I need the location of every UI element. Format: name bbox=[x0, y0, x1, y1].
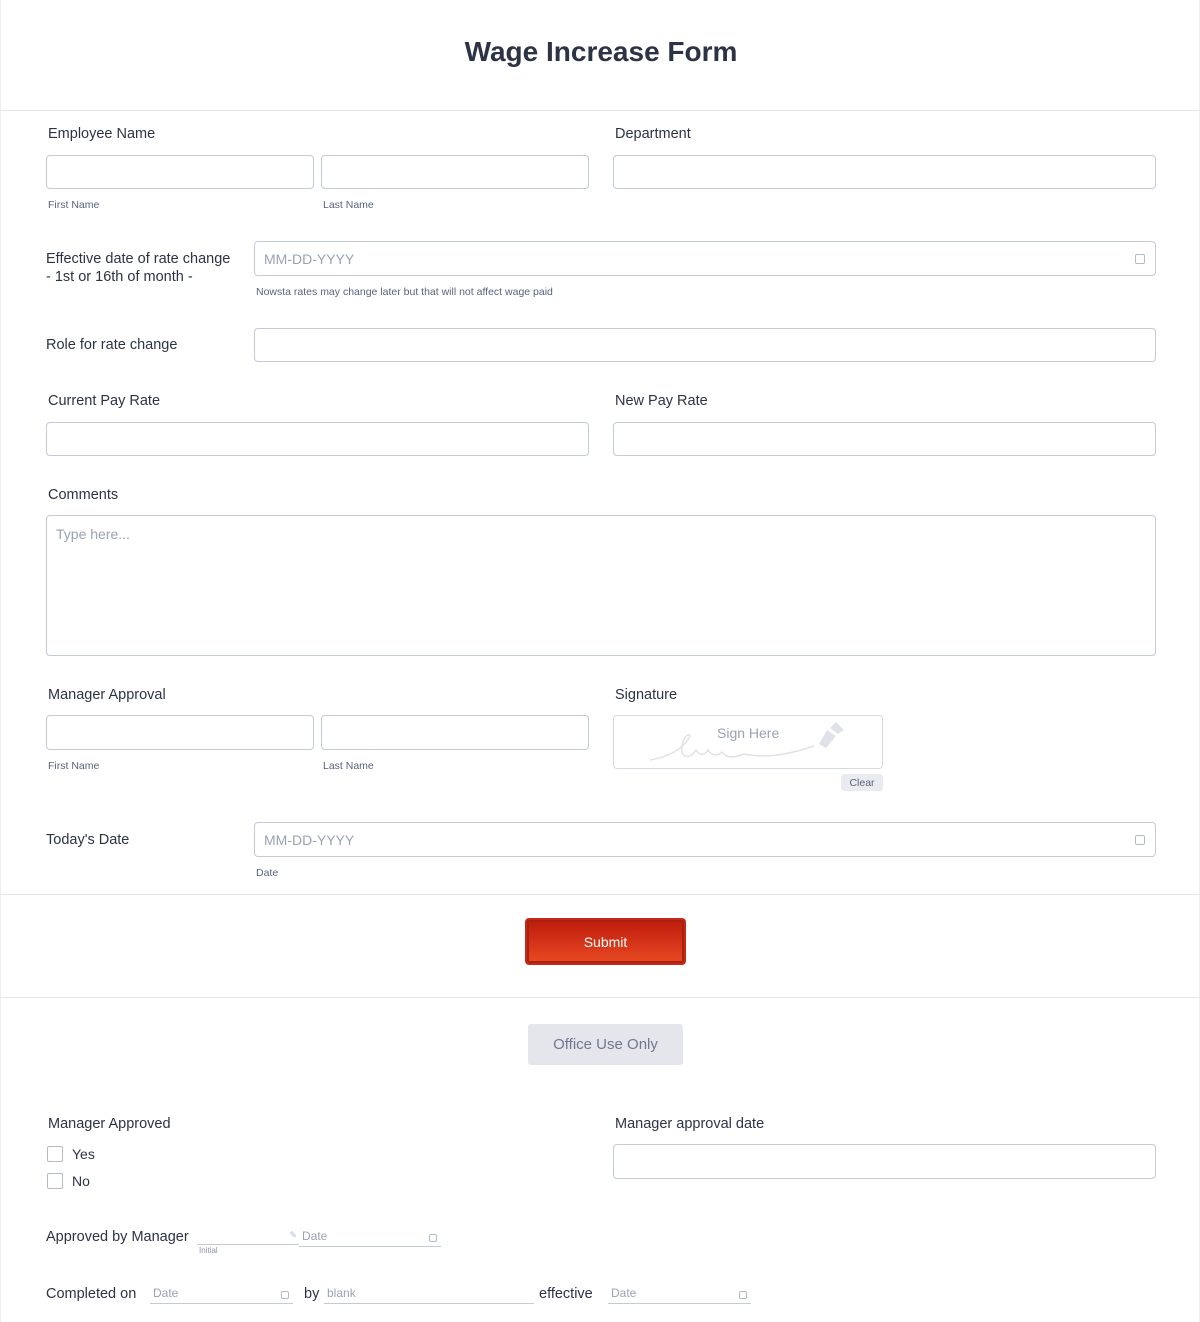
department-label: Department bbox=[615, 126, 691, 142]
todays-date-label: Today's Date bbox=[46, 832, 130, 848]
manager-first-sublabel: First Name bbox=[48, 760, 100, 772]
signature-pad[interactable] bbox=[613, 715, 883, 769]
divider bbox=[1, 997, 1200, 998]
todays-date-input[interactable] bbox=[254, 822, 1156, 857]
effective-date-label bbox=[46, 250, 230, 286]
role-input[interactable] bbox=[254, 328, 1156, 362]
effective-date-label-line1: Effective date of rate change bbox=[46, 251, 231, 267]
by-label: by bbox=[304, 1286, 320, 1302]
effective-date-line-input[interactable] bbox=[608, 1286, 751, 1304]
current-pay-label: Current Pay Rate bbox=[48, 393, 161, 409]
manager-approved-label: Manager Approved bbox=[48, 1116, 171, 1132]
comments-label: Comments bbox=[48, 487, 119, 503]
sign-here-text: Sign Here bbox=[717, 725, 780, 741]
new-pay-input[interactable] bbox=[613, 422, 1156, 456]
submit-button[interactable]: Submit bbox=[525, 918, 686, 965]
divider bbox=[1, 894, 1200, 895]
office-use-only-heading: Office Use Only bbox=[528, 1024, 683, 1065]
calendar-icon[interactable] bbox=[1135, 254, 1145, 264]
effective-date-line-placeholder: Date bbox=[611, 1286, 637, 1300]
manager-approval-label: Manager Approval bbox=[48, 687, 166, 703]
signature-label: Signature bbox=[615, 687, 678, 703]
divider bbox=[1, 110, 1200, 111]
first-name-sublabel: First Name bbox=[48, 199, 100, 211]
comments-textarea[interactable] bbox=[46, 515, 1156, 656]
effective-date-helper: Nowsta rates may change later but that will not affect wage paid bbox=[256, 286, 553, 298]
calendar-icon[interactable] bbox=[429, 1234, 437, 1242]
no-checkbox[interactable] bbox=[47, 1173, 63, 1189]
calendar-icon[interactable] bbox=[281, 1291, 289, 1299]
manager-first-name-input[interactable] bbox=[46, 715, 314, 750]
manager-approval-date-label: Manager approval date bbox=[615, 1116, 765, 1132]
last-name-sublabel: Last Name bbox=[323, 199, 374, 211]
effective-date-input[interactable] bbox=[254, 241, 1156, 276]
employee-last-name-input[interactable] bbox=[321, 155, 589, 189]
todays-date-placeholder: MM-DD-YYYY bbox=[264, 831, 355, 848]
page-title: Wage Increase Form bbox=[464, 36, 738, 67]
department-input[interactable] bbox=[613, 155, 1156, 189]
new-pay-label: New Pay Rate bbox=[615, 393, 708, 409]
employee-first-name-input[interactable] bbox=[46, 155, 314, 189]
yes-checkbox[interactable] bbox=[47, 1146, 63, 1162]
effective-date-label-line2: - 1st or 16th of month - bbox=[46, 269, 193, 285]
pen-icon: ✎ bbox=[289, 1230, 297, 1240]
employee-name-label: Employee Name bbox=[48, 126, 156, 142]
completed-by-input[interactable] bbox=[324, 1286, 534, 1304]
approved-by-manager-label: Approved by Manager bbox=[46, 1229, 189, 1245]
calendar-icon[interactable] bbox=[739, 1291, 747, 1299]
clear-signature-button[interactable]: Clear bbox=[841, 774, 883, 791]
current-pay-input[interactable] bbox=[46, 422, 589, 456]
no-option-label: No bbox=[72, 1173, 90, 1189]
approved-date-placeholder: Date bbox=[302, 1229, 328, 1243]
todays-date-sublabel: Date bbox=[256, 867, 279, 879]
initial-input[interactable] bbox=[197, 1228, 299, 1245]
completed-date-placeholder: Date bbox=[153, 1286, 179, 1300]
yes-option-label: Yes bbox=[72, 1146, 95, 1162]
initial-sublabel: Initial bbox=[199, 1246, 218, 1255]
effective-date-placeholder: MM-DD-YYYY bbox=[264, 250, 355, 267]
role-label: Role for rate change bbox=[46, 337, 178, 353]
comments-placeholder: Type here... bbox=[56, 526, 130, 542]
approved-date-input[interactable] bbox=[299, 1229, 441, 1247]
manager-approval-date-input[interactable] bbox=[613, 1144, 1156, 1179]
effective-label: effective bbox=[539, 1286, 593, 1302]
manager-last-sublabel: Last Name bbox=[323, 760, 374, 772]
completed-date-input[interactable] bbox=[150, 1286, 293, 1304]
completed-on-label: Completed on bbox=[46, 1286, 137, 1302]
calendar-icon[interactable] bbox=[1135, 835, 1145, 845]
manager-last-name-input[interactable] bbox=[321, 715, 589, 750]
completed-by-placeholder: blank bbox=[327, 1286, 356, 1300]
